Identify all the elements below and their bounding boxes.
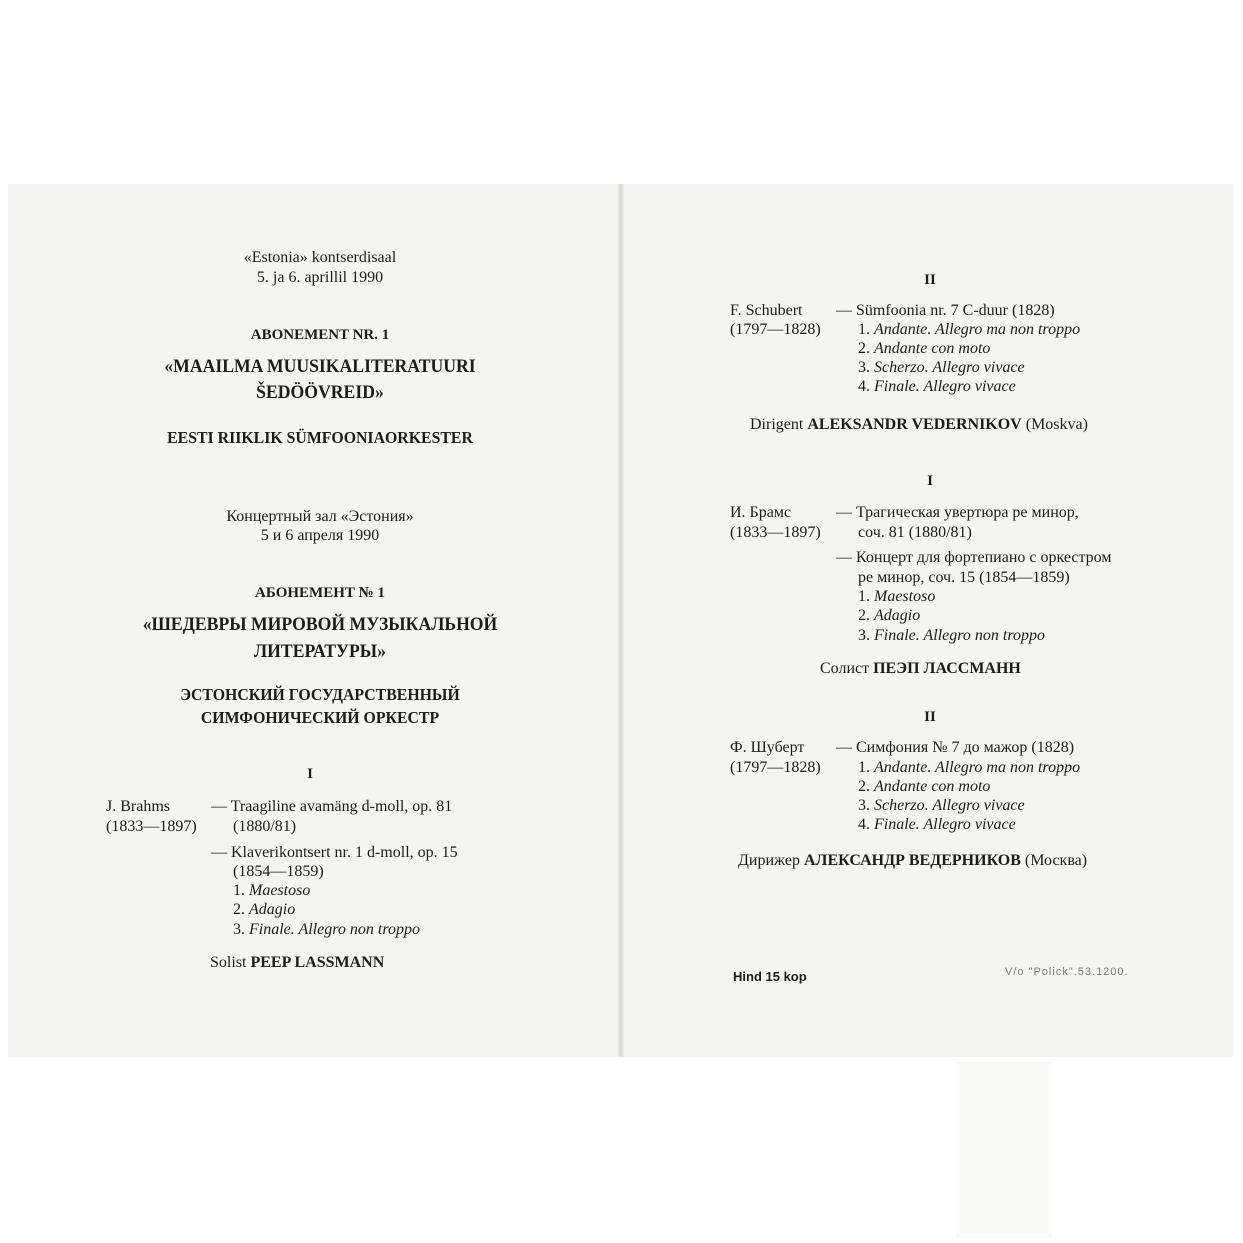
date-et: 5. ja 6. aprillil 1990 [256,269,384,286]
composer-brahms: J. Brahms [106,798,170,815]
s-movement-1: 1. Andante. Allegro ma non troppo [858,321,1081,338]
overture-ru: — Трагическая увертюра ре минор, [836,504,1079,521]
work-concerto: — Klaverikontsert nr. 1 d-moll, op. 15 [211,844,458,861]
movement-2: 2. Adagio [233,901,296,918]
s-movement-3: 3. Scherzo. Allegro vivace [858,359,1025,376]
work-overture: — Traagiline avamäng d-moll, op. 81 [211,798,453,815]
r-movement-2: 2. Andante con moto [858,778,991,795]
composer-schubert-et: F. Schubert [730,302,803,319]
abonement-ru: АБОНЕМЕНТ № 1 [255,585,385,601]
work-concerto-years: (1854—1859) [233,863,324,880]
overture-ru-opus: соч. 81 (1880/81) [858,524,972,541]
b-movement-2: 2. Adagio [858,607,921,624]
b-movement-1: 1. Maestoso [858,588,936,605]
r-movement-4: 4. Finale. Allegro vivace [858,816,1016,833]
title-et-line2: ŠEDÖÖVREID» [256,382,384,403]
part-i-heading: I [307,766,313,782]
movement-1: 1. Maestoso [233,882,311,899]
printer-mark: V/o "Polick".53.1200. [1005,966,1129,978]
r-movement-1: 1. Andante. Allegro ma non troppo [858,759,1081,776]
movement-3: 3. Finale. Allegro non troppo [233,921,420,938]
s-movement-4: 4. Finale. Allegro vivace [858,378,1016,395]
conductor-et: Dirigent ALEKSANDR VEDERNIKOV (Moskva) [750,416,1088,433]
composer-years: (1833—1897) [106,818,197,835]
soloist-ru: Солист ПЕЭП ЛАССМАНН [820,660,1021,677]
page-shadow [956,1062,1052,1238]
orchestra-ru-line1: ЭСТОНСКИЙ ГОСУДАРСТВЕННЫЙ [180,685,460,704]
conductor-ru: Дирижер АЛЕКСАНДР ВЕДЕРНИКОВ (Москва) [738,852,1088,869]
part-ii-heading-et: II [924,272,936,288]
symphony-et: — Sümfoonia nr. 7 C-duur (1828) [836,302,1055,319]
composer-brahms-ru: И. Брамс [730,504,792,521]
page-fold [618,184,624,1057]
date-ru: 5 и 6 апреля 1990 [260,527,380,544]
venue-ru: Концертный зал «Эстония» [226,508,414,525]
schubert-years-et: (1797—1828) [730,321,821,338]
brahms-years-ru: (1833—1897) [730,524,821,541]
r-movement-3: 3. Scherzo. Allegro vivace [858,797,1025,814]
venue-et: «Estonia» kontserdisaal [243,249,397,266]
work-overture-year: (1880/81) [233,818,297,835]
title-ru-line1: «ШЕДЕВРЫ МИРОВОЙ МУЗЫКАЛЬНОЙ [142,614,498,635]
concerto-ru: — Концерт для фортепиано с оркестром [836,549,1112,566]
part-i-heading-ru: I [927,473,933,489]
title-ru-line2: ЛИТЕРАТУРЫ» [254,641,386,662]
concerto-ru-opus: ре минор, соч. 15 (1854—1859) [858,569,1070,586]
part-ii-heading-ru: II [924,709,936,725]
soloist-et: Solist PEEP LASSMANN [210,954,385,971]
orchestra-et: EESTI RIIKLIK SÜMFOONIAORKESTER [167,428,473,447]
symphony-ru: — Симфония № 7 до мажор (1828) [836,739,1075,756]
s-movement-2: 2. Andante con moto [858,340,991,357]
orchestra-ru-line2: СИМФОНИЧЕСКИЙ ОРКЕСТР [200,708,440,727]
b-movement-3: 3. Finale. Allegro non troppo [858,627,1045,644]
price-label: Hind 15 kop [733,969,807,984]
composer-schubert-ru: Ф. Шуберт [730,739,805,756]
title-et-line1: «MAAILMA MUUSIKALITERATUURI [164,356,476,377]
abonement-et: ABONEMENT NR. 1 [250,327,390,343]
schubert-years-ru: (1797—1828) [730,759,821,776]
